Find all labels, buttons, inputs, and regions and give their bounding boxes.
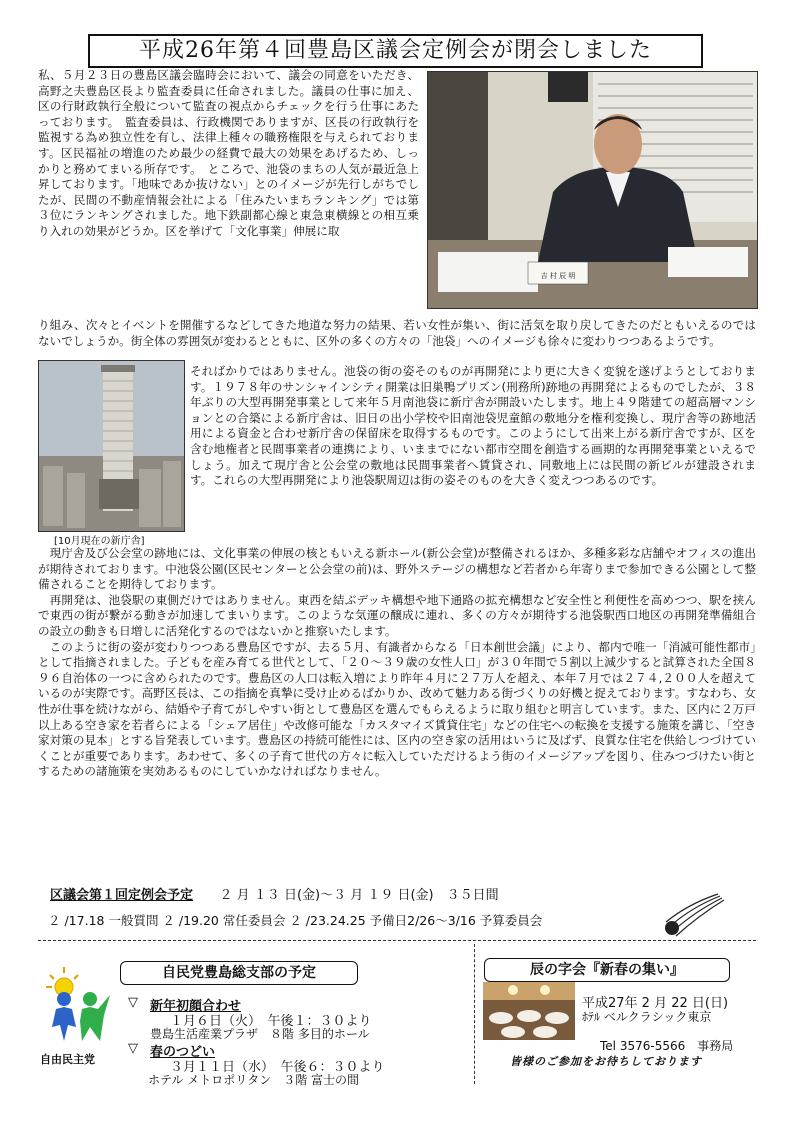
event-title-text-1: 新年初顔合わせ [150, 999, 242, 1014]
article-paragraph-3: そればかりではありません。池袋の街の姿そのものが再開発により更に大きく変貌を遂げようとしております。１９７８年のサンシャインシティ開業は旧巣鴨プリズン(刑務所)跡地の再開発によるものでしたが、３８年ぶりの大型再開発事業として来年５月南池袋に新庁舎が開設いたします。地上４９階建ての超高層マンションとの合築による新庁舎は、旧日の出小学校や旧南池袋児童館の敷地分を権利変換し、現庁舎等の跡地活用による資金と合わせ新庁舎の保留床を取得するものです。このようにして出来上がる新庁舎ですが、区を含む地権者と民間事業者の連携により、いままでにない都市空間を創造する画期的な再開発事業といえるでしょう。加えて現庁舎と公会堂の敷地は民間事業者へ賃貸され、同敷地上には民間の新ビルが建設されます。これらの大型再開発により池袋駅周辺は街の姿そのものを大きく変えつつあるのです。 [190, 364, 756, 488]
tatsumi-date: 平成27年 2 月 22 日(日) [582, 996, 729, 1011]
column-divider [474, 944, 475, 1084]
tatsumi-invitation-note: 皆様のご参加をお待ちしております [510, 1055, 702, 1068]
ldp-mascot-logo [42, 965, 114, 1045]
page-title: 平成26年第４回豊島区議会定例会が閉会しました [88, 34, 703, 68]
tatsumi-contact: Tel 3576-5566 事務局 [600, 1039, 734, 1053]
article-paragraph-2: り組み、次々とイベントを開催するなどしてきた地道な努力の結果、若い女性が集い、街に活気を取り戻してきたのだともいえるのではないでしょうか。街全体の雰囲気が変わるとともに、区外の多くの方々の「池袋」へのイメージも徐々に変わりつつあるようです。 [38, 318, 756, 348]
party-schedule-heading: 自民党豊島総支部の予定 [120, 961, 358, 985]
council-schedule [50, 884, 499, 903]
schedule-details: ２ /17.18 一般質問 ２ /19.20 常任委員会 ２ /23.24.25 予備日2/26～3/16 予算委員会 [48, 913, 543, 928]
comet-icon [660, 888, 730, 938]
tatsumi-venue: ﾎﾃﾙ ベルクラシック東京 [582, 1010, 712, 1024]
event-date-2: ３月１１日（水） 午後６：３０より [170, 1060, 385, 1075]
article-lower-body [38, 546, 756, 874]
photo-caption: [10月現在の新庁舎] [54, 536, 145, 547]
event-place-2: ホテル メトロポリタン ３階 富士の間 [148, 1073, 360, 1087]
article-paragraph-1: 私、５月２３日の豊島区議会臨時会において、議会の同意をいただき、高野之夫豊島区長より監査委員に任命されました。議員の仕事に加え、区の行財政執行全般について監査の視点からチェックを行う仕事にあたっております。 監査委員は、行政機関でありますが、区長の行政執行を監視する為め独立性を有し、法律上種々の職務権限を与えられております。区民福祉の増進のため最少の経費で最大の効果をあげるため、しっかりと務めてまいる所存です。 ところで、池袋のまちの人気が最近急上昇しております。「地味であか抜けない」とのイメージが先行しがちでしたが、民間の不動産情報会社による「住みたいまちランキング」では第３位にランキングされました。地下鉄副都心線と東急東横線との相互乗り入れの効果がどうか。区を挙げて「文化事業」伸展に取 [38, 68, 419, 238]
article-paragraph-4: 現庁舎及び公会堂の跡地には、文化事業の伸展の核ともいえる新ホール(新公会堂)が整備されるほか、多種多彩な店舗やオフィスの進出が期待されております。中池袋公園(区民センターと公会堂の前)は、野外ステージの構想など若者から年寄りまで参加できる公園として整備されることを期待しております。 [38, 546, 756, 592]
councillor-portrait-photo [427, 71, 758, 309]
event-marker-2: ▽ [128, 1041, 138, 1056]
event-title-text-2: 春のつどい [150, 1045, 216, 1060]
new-city-hall-photo [38, 360, 185, 532]
ldp-logo-label: 自由民主党 [40, 1053, 95, 1066]
section-divider [38, 940, 756, 941]
event-place-1: 豊島生活産業プラザ ８階 多目的ホール [150, 1027, 370, 1041]
schedule-dates: ２ 月 １３ 日(金)～３ 月 １９ 日(金) ３５日間 [219, 888, 499, 903]
article-paragraph-6: このように街の姿が変わりつつある豊島区ですが、去る５月、有識者からなる「日本創世会議」により、都内で唯一「消滅可能性都市」として指摘されました。子どもを産み育てる世代として、「２０～３９歳の女性人口」が３０年間で５割以上減少すると試算された全国８９６自治体の一つに含められたのです。豊島区の人口は転入増により昨年４月に２７万人を超え、本年７月では２７４,２００人を超えているのが実際です。高野区長は、この指摘を真摯に受け止めるばかりか、改めて魅力ある街づくりの好機と捉えております。すなわち、女性が仕事を続けながら、結婚や子育てがしやすい街として豊島区を選んでもらえるように取り組むと明言しています。また、区内に２万戸以上ある空き家を若者らによる「シェア居住」や改修可能な「カスタマイズ賃貸住宅」などの住宅への転換を支援する施策を講じ、「空き家対策の見本」とする旨発表しています。豊島区の持続可能性には、区内の空き家の活用はいうに及ばず、良質な住宅を供給しつづけていくことが重要であります。あわせて、多くの子育て世代の方々に転入していただけるよう街のイメージアップを図り、住みつづけたい街とするための諸施策を実効あるものにしていかなければなりません。 [38, 639, 756, 779]
nameplate-text: 吉 村 辰 明 [540, 272, 576, 280]
banquet-hall-photo [483, 982, 575, 1040]
event-date-1: １月６日（火） 午後１：３０より [170, 1014, 372, 1029]
event-marker-1: ▽ [128, 995, 138, 1010]
tatsumi-event-heading: 辰の字会『新春の集い』 [484, 958, 730, 982]
schedule-heading: 区議会第１回定例会予定 [50, 888, 194, 903]
article-paragraph-5: 再開発は、池袋駅の東側だけではありません。東西を結ぶデッキ構想や地下通路の拡充構想など安全性と利便性を高めつつ、駅を挟んで東西の街が繋がる動きが加速してまいります。このような気運の醸成に連れ、多くの方々が期待する池袋駅西口地区の再開発準備組合の設立の動きも日増しに活発化するのではないかと推察いたします。 [38, 592, 756, 638]
